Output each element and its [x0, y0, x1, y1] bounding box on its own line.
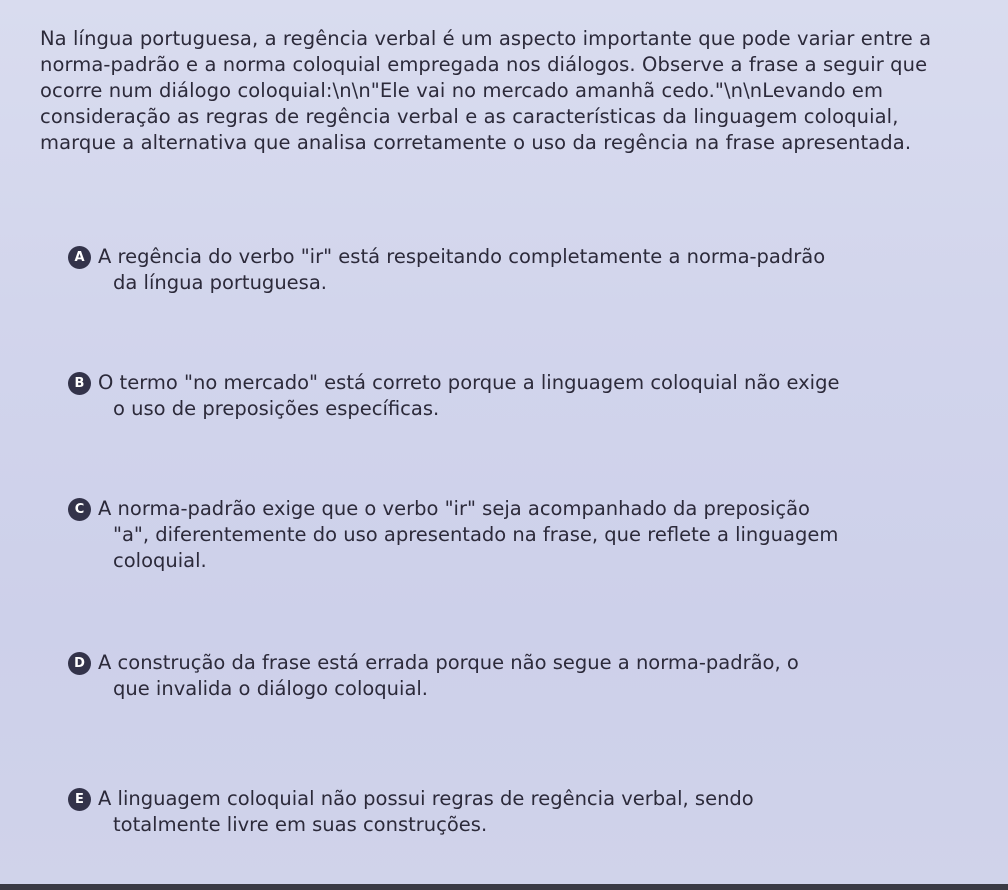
option-d-text-rest: que invalida o diálogo coloquial.	[113, 677, 429, 700]
option-e-text-line1: A linguagem coloquial não possui regras de regência verbal, sendo	[98, 787, 754, 810]
bottom-edge-bar	[0, 884, 1008, 890]
option-b-text-rest: o uso de preposições específicas.	[113, 397, 440, 420]
option-c-letter-badge: C	[68, 498, 91, 521]
option-a-text-rest: da língua portuguesa.	[113, 271, 327, 294]
option-e-letter-badge: E	[68, 788, 91, 811]
option-c-text-line1: A norma-padrão exige que o verbo "ir" seja acompanhado da preposição	[98, 497, 810, 520]
option-d-letter-badge: D	[68, 652, 91, 675]
option-b-text-line1: O termo "no mercado" está correto porque a linguagem coloquial não exige	[98, 371, 840, 394]
question-text: Na língua portuguesa, a regência verbal é um aspecto importante que pode variar entre a norma-padrão e a norma coloquial empregada nos diálogos. Observe a frase a seguir que ocorre num diálogo coloquial:\n\n"Ele vai no mercado amanhã cedo."\n\nLevando em consideração as regras de regência verbal e as características da linguagem coloquial, marque a alternativa que analisa corretamente o uso da regência na frase apresentada.	[40, 27, 932, 154]
option-e-text-rest: totalmente livre em suas construções.	[113, 813, 488, 836]
option-b-letter-badge: B	[68, 372, 91, 395]
option-a-text-line1: A regência do verbo "ir" está respeitando completamente a norma-padrão	[98, 245, 826, 268]
option-c-text-rest: "a", diferentemente do uso apresentado na frase, que reflete a linguagem coloquial.	[113, 523, 839, 572]
option-d-text-line1: A construção da frase está errada porque não segue a norma-padrão, o	[98, 651, 799, 674]
option-a-letter-badge: A	[68, 246, 91, 269]
